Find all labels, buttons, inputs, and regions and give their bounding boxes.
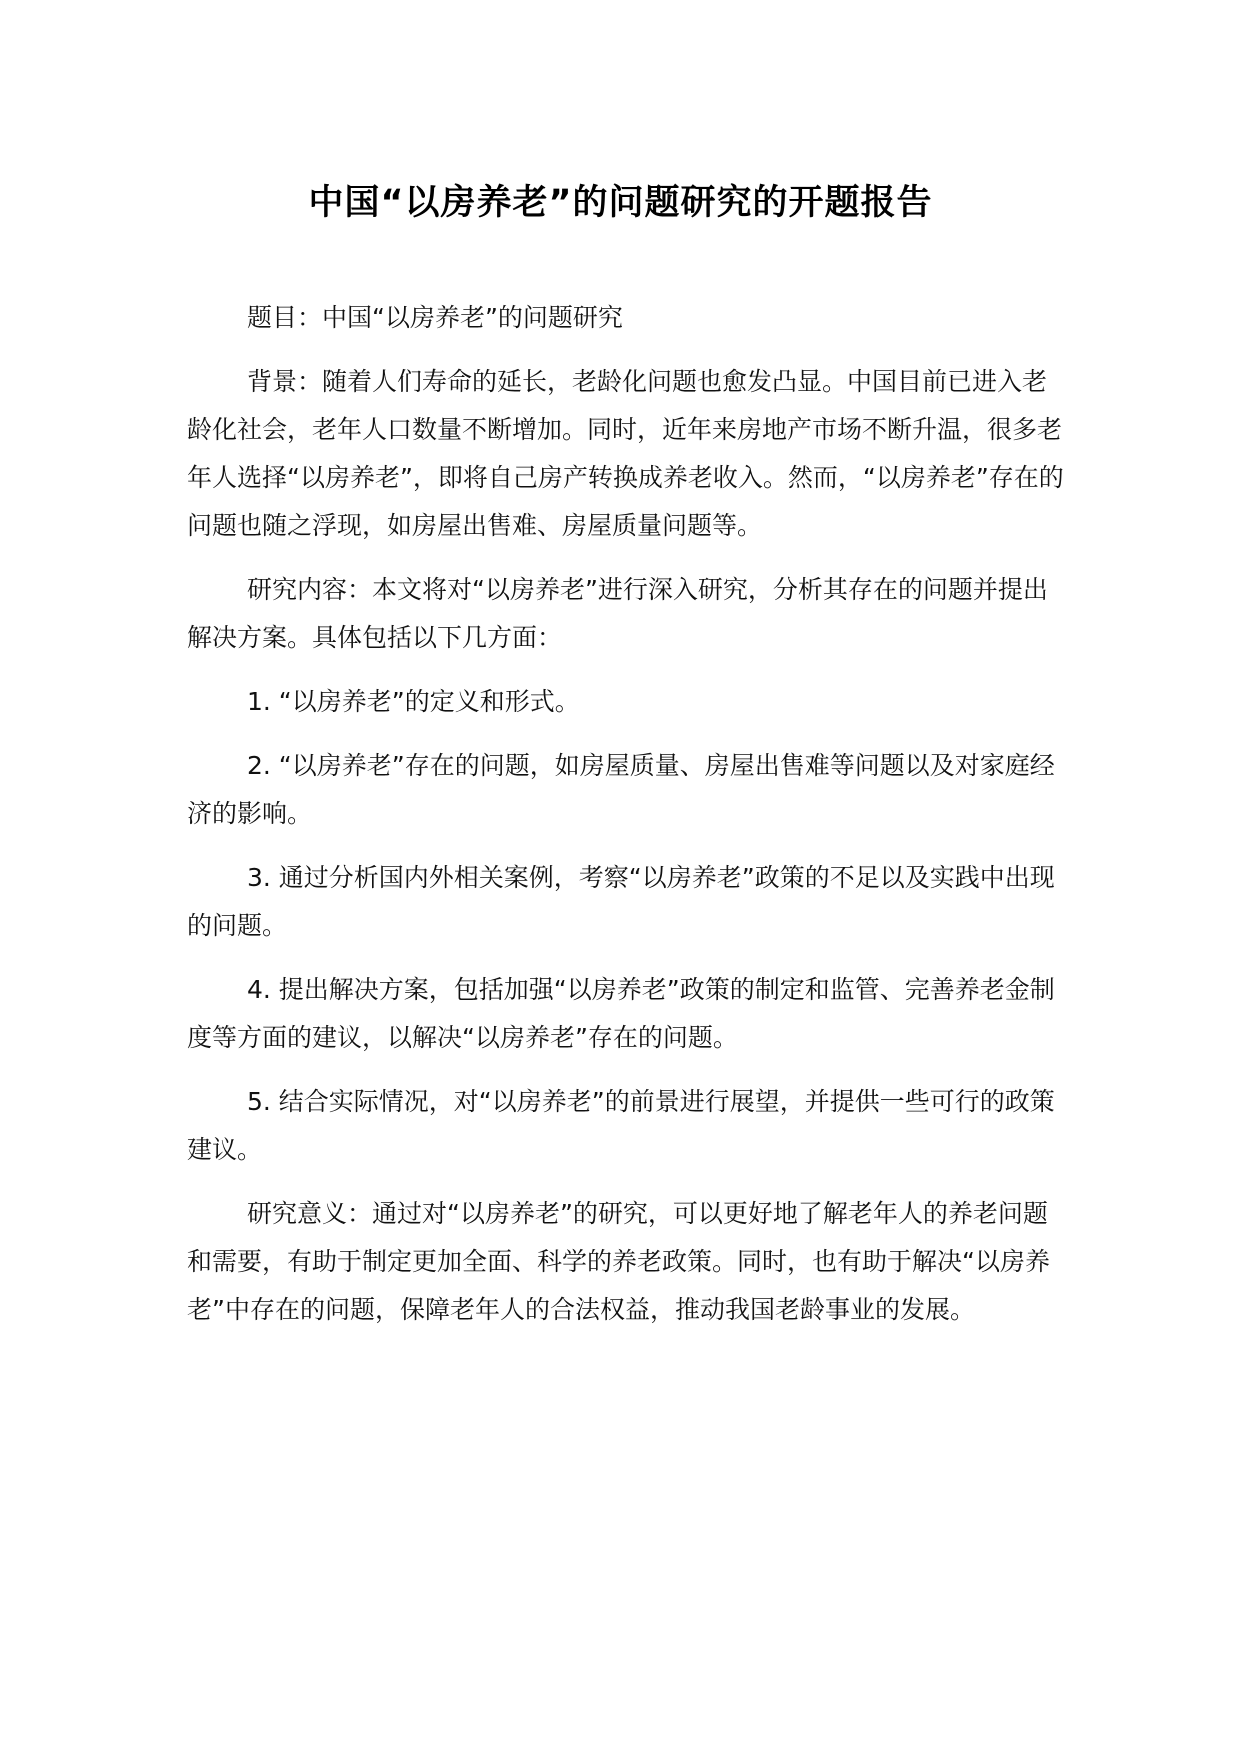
paragraph-background: 背景：随着人们寿命的延长，老龄化问题也愈发凸显。中国目前已进入老龄化社会，老年人口数量不断增加。同时，近年来房地产市场不断升温，很多老年人选择“以房养老”，即将自己房产转换成养老收入。然而，“以房养老”存在的问题也随之浮现，如房屋出售难、房屋质量问题等。: [187, 367, 1064, 540]
list-item-4: 4. 提出解决方案，包括加强“以房养老”政策的制定和监管、完善养老金制度等方面的建议，以解决“以房养老”存在的问题。: [187, 975, 1055, 1052]
list-item-2: 2. “以房养老”存在的问题，如房屋质量、房屋出售难等问题以及对家庭经济的影响。: [187, 751, 1055, 828]
list-item-3: 3. 通过分析国内外相关案例，考察“以房养老”政策的不足以及实践中出现的问题。: [187, 863, 1055, 940]
document-title: 中国“以房养老”的问题研究的开题报告: [308, 183, 933, 223]
paragraph-topic: 题目：中国“以房养老”的问题研究: [247, 303, 623, 332]
document-body: [187, 294, 1067, 1350]
paragraph-research-content: 研究内容：本文将对“以房养老”进行深入研究，分析其存在的问题并提出解决方案。具体包括以下几方面：: [187, 575, 1048, 652]
list-item-5: 5. 结合实际情况，对“以房养老”的前景进行展望，并提供一些可行的政策建议。: [187, 1087, 1055, 1164]
paragraph-significance: 研究意义：通过对“以房养老”的研究，可以更好地了解老年人的养老问题和需要，有助于制定更加全面、科学的养老政策。同时，也有助于解决“以房养老”中存在的问题，保障老年人的合法权益，推动我国老龄事业的发展。: [187, 1199, 1050, 1324]
list-item-1: 1. “以房养老”的定义和形式。: [247, 687, 580, 716]
